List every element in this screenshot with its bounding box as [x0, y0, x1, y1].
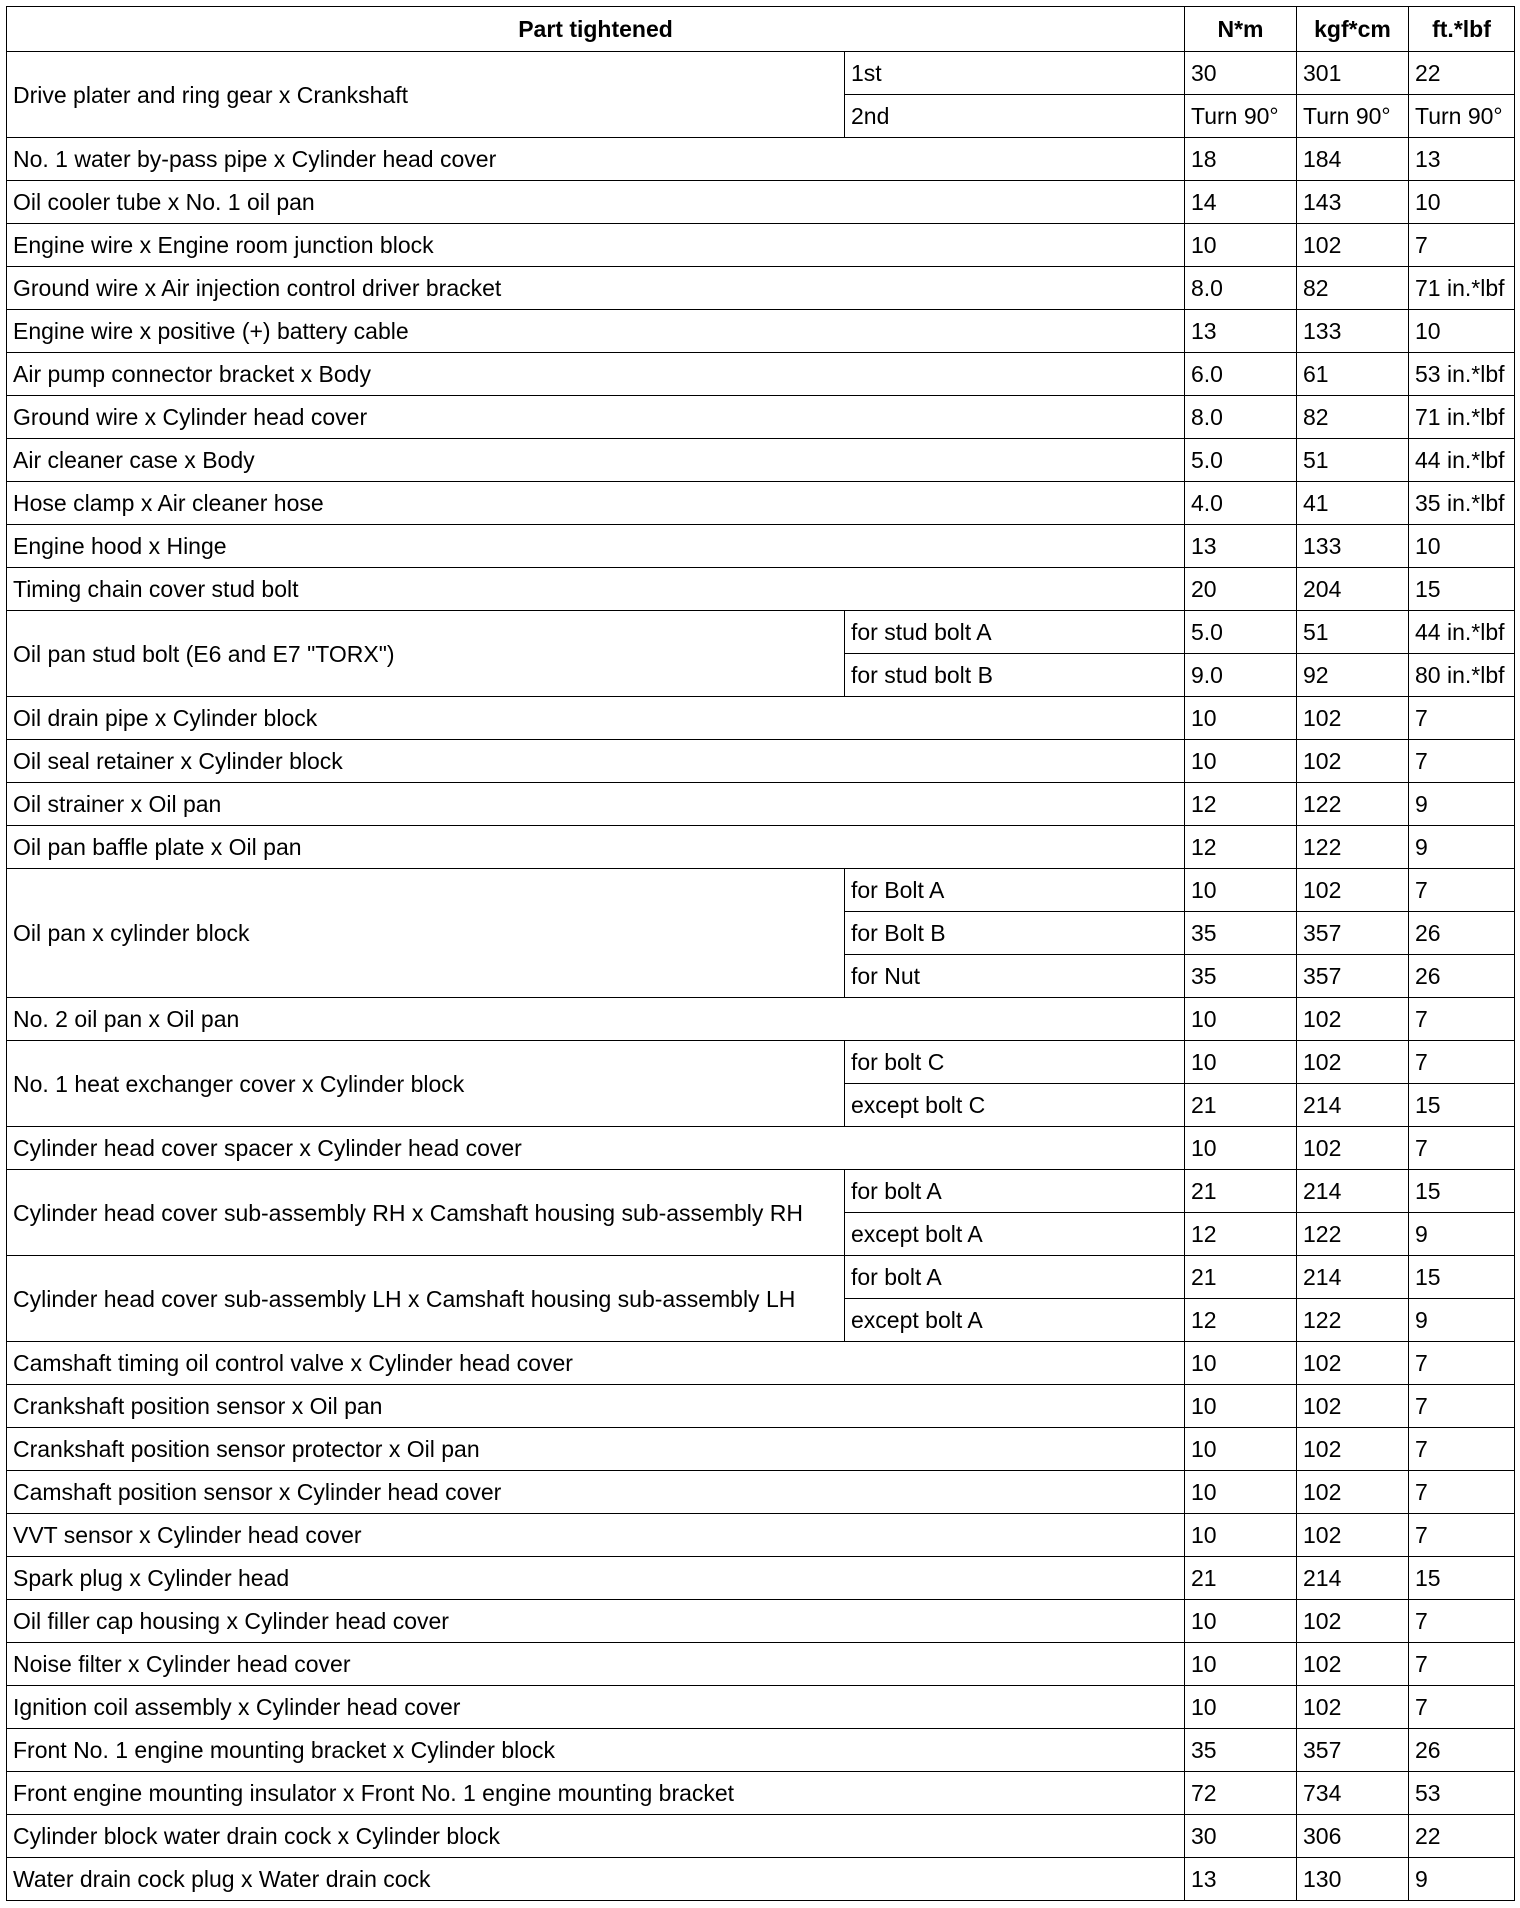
ftlbf-value-cell: 7	[1409, 1471, 1515, 1514]
nm-value-cell: 10	[1185, 1342, 1297, 1385]
ftlbf-value-cell: 10	[1409, 525, 1515, 568]
table-row	[7, 1643, 1515, 1686]
part-name-cell: Oil pan baffle plate x Oil pan	[7, 826, 1185, 869]
table-row	[7, 1772, 1515, 1815]
kgfcm-value-cell: 82	[1297, 396, 1409, 439]
ftlbf-value-cell: 15	[1409, 1557, 1515, 1600]
part-name-cell: Ground wire x Air injection control driver bracket	[7, 267, 1185, 310]
part-name-cell: Engine hood x Hinge	[7, 525, 1185, 568]
table-row	[7, 697, 1515, 740]
table-row	[7, 396, 1515, 439]
kgfcm-value-cell: 357	[1297, 912, 1409, 955]
kgfcm-value-cell: 130	[1297, 1858, 1409, 1901]
kgfcm-value-cell: 133	[1297, 310, 1409, 353]
ftlbf-value-cell: 53	[1409, 1772, 1515, 1815]
condition-cell: for Bolt B	[845, 912, 1185, 955]
kgfcm-value-cell: 122	[1297, 826, 1409, 869]
kgfcm-value-cell: 143	[1297, 181, 1409, 224]
nm-value-cell: 21	[1185, 1170, 1297, 1213]
part-name-cell: Drive plater and ring gear x Crankshaft	[7, 52, 845, 138]
ftlbf-value-cell: 22	[1409, 1815, 1515, 1858]
kgfcm-value-cell: 122	[1297, 783, 1409, 826]
nm-value-cell: 14	[1185, 181, 1297, 224]
condition-cell: except bolt A	[845, 1299, 1185, 1342]
nm-value-cell: 21	[1185, 1256, 1297, 1299]
condition-cell: for Bolt A	[845, 869, 1185, 912]
ftlbf-value-cell: 15	[1409, 1256, 1515, 1299]
ftlbf-value-cell: 7	[1409, 1342, 1515, 1385]
header-ftlbf: ft.*lbf	[1409, 7, 1515, 52]
ftlbf-value-cell: 22	[1409, 52, 1515, 95]
condition-cell: except bolt A	[845, 1213, 1185, 1256]
table-row	[7, 267, 1515, 310]
ftlbf-value-cell: 80 in.*lbf	[1409, 654, 1515, 697]
ftlbf-value-cell: 9	[1409, 826, 1515, 869]
kgfcm-value-cell: 122	[1297, 1299, 1409, 1342]
table-row	[7, 869, 1515, 912]
nm-value-cell: 5.0	[1185, 439, 1297, 482]
ftlbf-value-cell: 71 in.*lbf	[1409, 396, 1515, 439]
part-name-cell: Front No. 1 engine mounting bracket x Cylinder block	[7, 1729, 1185, 1772]
ftlbf-value-cell: 7	[1409, 1385, 1515, 1428]
ftlbf-value-cell: 9	[1409, 783, 1515, 826]
header-kgfcm: kgf*cm	[1297, 7, 1409, 52]
part-name-cell: No. 1 heat exchanger cover x Cylinder block	[7, 1041, 845, 1127]
condition-cell: 1st	[845, 52, 1185, 95]
nm-value-cell: 72	[1185, 1772, 1297, 1815]
ftlbf-value-cell: 35 in.*lbf	[1409, 482, 1515, 525]
ftlbf-value-cell: 10	[1409, 181, 1515, 224]
kgfcm-value-cell: 102	[1297, 869, 1409, 912]
kgfcm-value-cell: 102	[1297, 1643, 1409, 1686]
ftlbf-value-cell: 26	[1409, 955, 1515, 998]
kgfcm-value-cell: 51	[1297, 439, 1409, 482]
table-row	[7, 52, 1515, 95]
kgfcm-value-cell: 102	[1297, 1342, 1409, 1385]
condition-cell: for stud bolt A	[845, 611, 1185, 654]
ftlbf-value-cell: 15	[1409, 1170, 1515, 1213]
kgfcm-value-cell: 214	[1297, 1557, 1409, 1600]
ftlbf-value-cell: 71 in.*lbf	[1409, 267, 1515, 310]
kgfcm-value-cell: 133	[1297, 525, 1409, 568]
table-row	[7, 224, 1515, 267]
part-name-cell: Camshaft timing oil control valve x Cylinder head cover	[7, 1342, 1185, 1385]
nm-value-cell: 20	[1185, 568, 1297, 611]
kgfcm-value-cell: 204	[1297, 568, 1409, 611]
kgfcm-value-cell: 92	[1297, 654, 1409, 697]
kgfcm-value-cell: 102	[1297, 1686, 1409, 1729]
condition-cell: for stud bolt B	[845, 654, 1185, 697]
part-name-cell: Oil cooler tube x No. 1 oil pan	[7, 181, 1185, 224]
table-row	[7, 1858, 1515, 1901]
nm-value-cell: 8.0	[1185, 396, 1297, 439]
part-name-cell: Crankshaft position sensor x Oil pan	[7, 1385, 1185, 1428]
nm-value-cell: 8.0	[1185, 267, 1297, 310]
ftlbf-value-cell: 7	[1409, 1127, 1515, 1170]
table-row	[7, 826, 1515, 869]
part-name-cell: Front engine mounting insulator x Front No. 1 engine mounting bracket	[7, 1772, 1185, 1815]
condition-cell: for bolt C	[845, 1041, 1185, 1084]
part-name-cell: No. 2 oil pan x Oil pan	[7, 998, 1185, 1041]
condition-cell: for bolt A	[845, 1170, 1185, 1213]
kgfcm-value-cell: 214	[1297, 1170, 1409, 1213]
kgfcm-value-cell: 357	[1297, 955, 1409, 998]
kgfcm-value-cell: 102	[1297, 224, 1409, 267]
part-name-cell: Noise filter x Cylinder head cover	[7, 1643, 1185, 1686]
part-name-cell: Engine wire x Engine room junction block	[7, 224, 1185, 267]
part-name-cell: Oil strainer x Oil pan	[7, 783, 1185, 826]
part-name-cell: Crankshaft position sensor protector x Oil pan	[7, 1428, 1185, 1471]
ftlbf-value-cell: 7	[1409, 1643, 1515, 1686]
part-name-cell: No. 1 water by-pass pipe x Cylinder head cover	[7, 138, 1185, 181]
kgfcm-value-cell: 122	[1297, 1213, 1409, 1256]
ftlbf-value-cell: 9	[1409, 1213, 1515, 1256]
header-part-tightened: Part tightened	[7, 7, 1185, 52]
kgfcm-value-cell: 41	[1297, 482, 1409, 525]
nm-value-cell: 10	[1185, 1514, 1297, 1557]
table-row	[7, 1342, 1515, 1385]
ftlbf-value-cell: 9	[1409, 1858, 1515, 1901]
ftlbf-value-cell: 10	[1409, 310, 1515, 353]
table-row	[7, 1557, 1515, 1600]
kgfcm-value-cell: 82	[1297, 267, 1409, 310]
kgfcm-value-cell: 102	[1297, 1127, 1409, 1170]
nm-value-cell: 9.0	[1185, 654, 1297, 697]
part-name-cell: Oil pan stud bolt (E6 and E7 "TORX")	[7, 611, 845, 697]
ftlbf-value-cell: 15	[1409, 1084, 1515, 1127]
part-name-cell: Oil seal retainer x Cylinder block	[7, 740, 1185, 783]
ftlbf-value-cell: 26	[1409, 1729, 1515, 1772]
part-name-cell: Cylinder block water drain cock x Cylinder block	[7, 1815, 1185, 1858]
nm-value-cell: 10	[1185, 740, 1297, 783]
table-row	[7, 998, 1515, 1041]
nm-value-cell: 12	[1185, 1213, 1297, 1256]
table-row	[7, 1385, 1515, 1428]
header-nm: N*m	[1185, 7, 1297, 52]
torque-specification-table	[6, 6, 1515, 1901]
nm-value-cell: 21	[1185, 1084, 1297, 1127]
nm-value-cell: 35	[1185, 1729, 1297, 1772]
table-row	[7, 482, 1515, 525]
kgfcm-value-cell: 102	[1297, 697, 1409, 740]
nm-value-cell: 13	[1185, 525, 1297, 568]
nm-value-cell: 10	[1185, 1428, 1297, 1471]
nm-value-cell: 10	[1185, 998, 1297, 1041]
part-name-cell: Cylinder head cover sub-assembly LH x Camshaft housing sub-assembly LH	[7, 1256, 845, 1342]
kgfcm-value-cell: 51	[1297, 611, 1409, 654]
kgfcm-value-cell: 357	[1297, 1729, 1409, 1772]
nm-value-cell: 35	[1185, 955, 1297, 998]
part-name-cell: Oil filler cap housing x Cylinder head cover	[7, 1600, 1185, 1643]
part-name-cell: Cylinder head cover sub-assembly RH x Camshaft housing sub-assembly RH	[7, 1170, 845, 1256]
table-row	[7, 783, 1515, 826]
nm-value-cell: 6.0	[1185, 353, 1297, 396]
table-row	[7, 1041, 1515, 1084]
nm-value-cell: 10	[1185, 1643, 1297, 1686]
kgfcm-value-cell: 102	[1297, 1471, 1409, 1514]
nm-value-cell: 4.0	[1185, 482, 1297, 525]
part-name-cell: Timing chain cover stud bolt	[7, 568, 1185, 611]
ftlbf-value-cell: Turn 90°	[1409, 95, 1515, 138]
nm-value-cell: 30	[1185, 1815, 1297, 1858]
part-name-cell: VVT sensor x Cylinder head cover	[7, 1514, 1185, 1557]
part-name-cell: Camshaft position sensor x Cylinder head cover	[7, 1471, 1185, 1514]
kgfcm-value-cell: 102	[1297, 1428, 1409, 1471]
kgfcm-value-cell: 184	[1297, 138, 1409, 181]
kgfcm-value-cell: 102	[1297, 998, 1409, 1041]
table-row	[7, 1686, 1515, 1729]
nm-value-cell: 10	[1185, 1127, 1297, 1170]
part-name-cell: Engine wire x positive (+) battery cable	[7, 310, 1185, 353]
table-row	[7, 1514, 1515, 1557]
nm-value-cell: 10	[1185, 1686, 1297, 1729]
table-row	[7, 1127, 1515, 1170]
part-name-cell: Air pump connector bracket x Body	[7, 353, 1185, 396]
kgfcm-value-cell: 306	[1297, 1815, 1409, 1858]
nm-value-cell: 10	[1185, 1600, 1297, 1643]
table-row	[7, 740, 1515, 783]
kgfcm-value-cell: 102	[1297, 740, 1409, 783]
table-row	[7, 1815, 1515, 1858]
ftlbf-value-cell: 15	[1409, 568, 1515, 611]
nm-value-cell: Turn 90°	[1185, 95, 1297, 138]
nm-value-cell: 10	[1185, 869, 1297, 912]
ftlbf-value-cell: 7	[1409, 740, 1515, 783]
ftlbf-value-cell: 7	[1409, 1600, 1515, 1643]
nm-value-cell: 12	[1185, 783, 1297, 826]
table-row	[7, 1471, 1515, 1514]
nm-value-cell: 21	[1185, 1557, 1297, 1600]
nm-value-cell: 12	[1185, 826, 1297, 869]
kgfcm-value-cell: 61	[1297, 353, 1409, 396]
table-row	[7, 1256, 1515, 1299]
table-body	[7, 52, 1515, 1901]
part-name-cell: Oil drain pipe x Cylinder block	[7, 697, 1185, 740]
ftlbf-value-cell: 44 in.*lbf	[1409, 611, 1515, 654]
ftlbf-value-cell: 7	[1409, 1428, 1515, 1471]
nm-value-cell: 10	[1185, 697, 1297, 740]
table-row	[7, 1729, 1515, 1772]
condition-cell: except bolt C	[845, 1084, 1185, 1127]
part-name-cell: Ground wire x Cylinder head cover	[7, 396, 1185, 439]
ftlbf-value-cell: 7	[1409, 1514, 1515, 1557]
nm-value-cell: 10	[1185, 1041, 1297, 1084]
table-row	[7, 1428, 1515, 1471]
ftlbf-value-cell: 13	[1409, 138, 1515, 181]
nm-value-cell: 30	[1185, 52, 1297, 95]
table-row	[7, 439, 1515, 482]
nm-value-cell: 18	[1185, 138, 1297, 181]
table-row	[7, 310, 1515, 353]
condition-cell: for Nut	[845, 955, 1185, 998]
kgfcm-value-cell: 214	[1297, 1256, 1409, 1299]
table-row	[7, 1600, 1515, 1643]
kgfcm-value-cell: 102	[1297, 1041, 1409, 1084]
table-row	[7, 1170, 1515, 1213]
ftlbf-value-cell: 7	[1409, 697, 1515, 740]
part-name-cell: Ignition coil assembly x Cylinder head cover	[7, 1686, 1185, 1729]
ftlbf-value-cell: 53 in.*lbf	[1409, 353, 1515, 396]
kgfcm-value-cell: Turn 90°	[1297, 95, 1409, 138]
kgfcm-value-cell: 102	[1297, 1385, 1409, 1428]
ftlbf-value-cell: 7	[1409, 869, 1515, 912]
part-name-cell: Oil pan x cylinder block	[7, 869, 845, 998]
ftlbf-value-cell: 44 in.*lbf	[1409, 439, 1515, 482]
table-row	[7, 353, 1515, 396]
header-row	[7, 7, 1515, 52]
ftlbf-value-cell: 7	[1409, 1041, 1515, 1084]
table-row	[7, 525, 1515, 568]
kgfcm-value-cell: 734	[1297, 1772, 1409, 1815]
kgfcm-value-cell: 102	[1297, 1600, 1409, 1643]
nm-value-cell: 10	[1185, 224, 1297, 267]
ftlbf-value-cell: 7	[1409, 224, 1515, 267]
part-name-cell: Cylinder head cover spacer x Cylinder head cover	[7, 1127, 1185, 1170]
condition-cell: for bolt A	[845, 1256, 1185, 1299]
table-row	[7, 138, 1515, 181]
kgfcm-value-cell: 102	[1297, 1514, 1409, 1557]
table-row	[7, 611, 1515, 654]
kgfcm-value-cell: 214	[1297, 1084, 1409, 1127]
ftlbf-value-cell: 7	[1409, 1686, 1515, 1729]
ftlbf-value-cell: 9	[1409, 1299, 1515, 1342]
nm-value-cell: 10	[1185, 1385, 1297, 1428]
nm-value-cell: 13	[1185, 1858, 1297, 1901]
nm-value-cell: 12	[1185, 1299, 1297, 1342]
table-row	[7, 568, 1515, 611]
ftlbf-value-cell: 7	[1409, 998, 1515, 1041]
part-name-cell: Air cleaner case x Body	[7, 439, 1185, 482]
nm-value-cell: 10	[1185, 1471, 1297, 1514]
part-name-cell: Hose clamp x Air cleaner hose	[7, 482, 1185, 525]
part-name-cell: Water drain cock plug x Water drain cock	[7, 1858, 1185, 1901]
kgfcm-value-cell: 301	[1297, 52, 1409, 95]
nm-value-cell: 5.0	[1185, 611, 1297, 654]
ftlbf-value-cell: 26	[1409, 912, 1515, 955]
part-name-cell: Spark plug x Cylinder head	[7, 1557, 1185, 1600]
table-row	[7, 181, 1515, 224]
nm-value-cell: 13	[1185, 310, 1297, 353]
nm-value-cell: 35	[1185, 912, 1297, 955]
condition-cell: 2nd	[845, 95, 1185, 138]
